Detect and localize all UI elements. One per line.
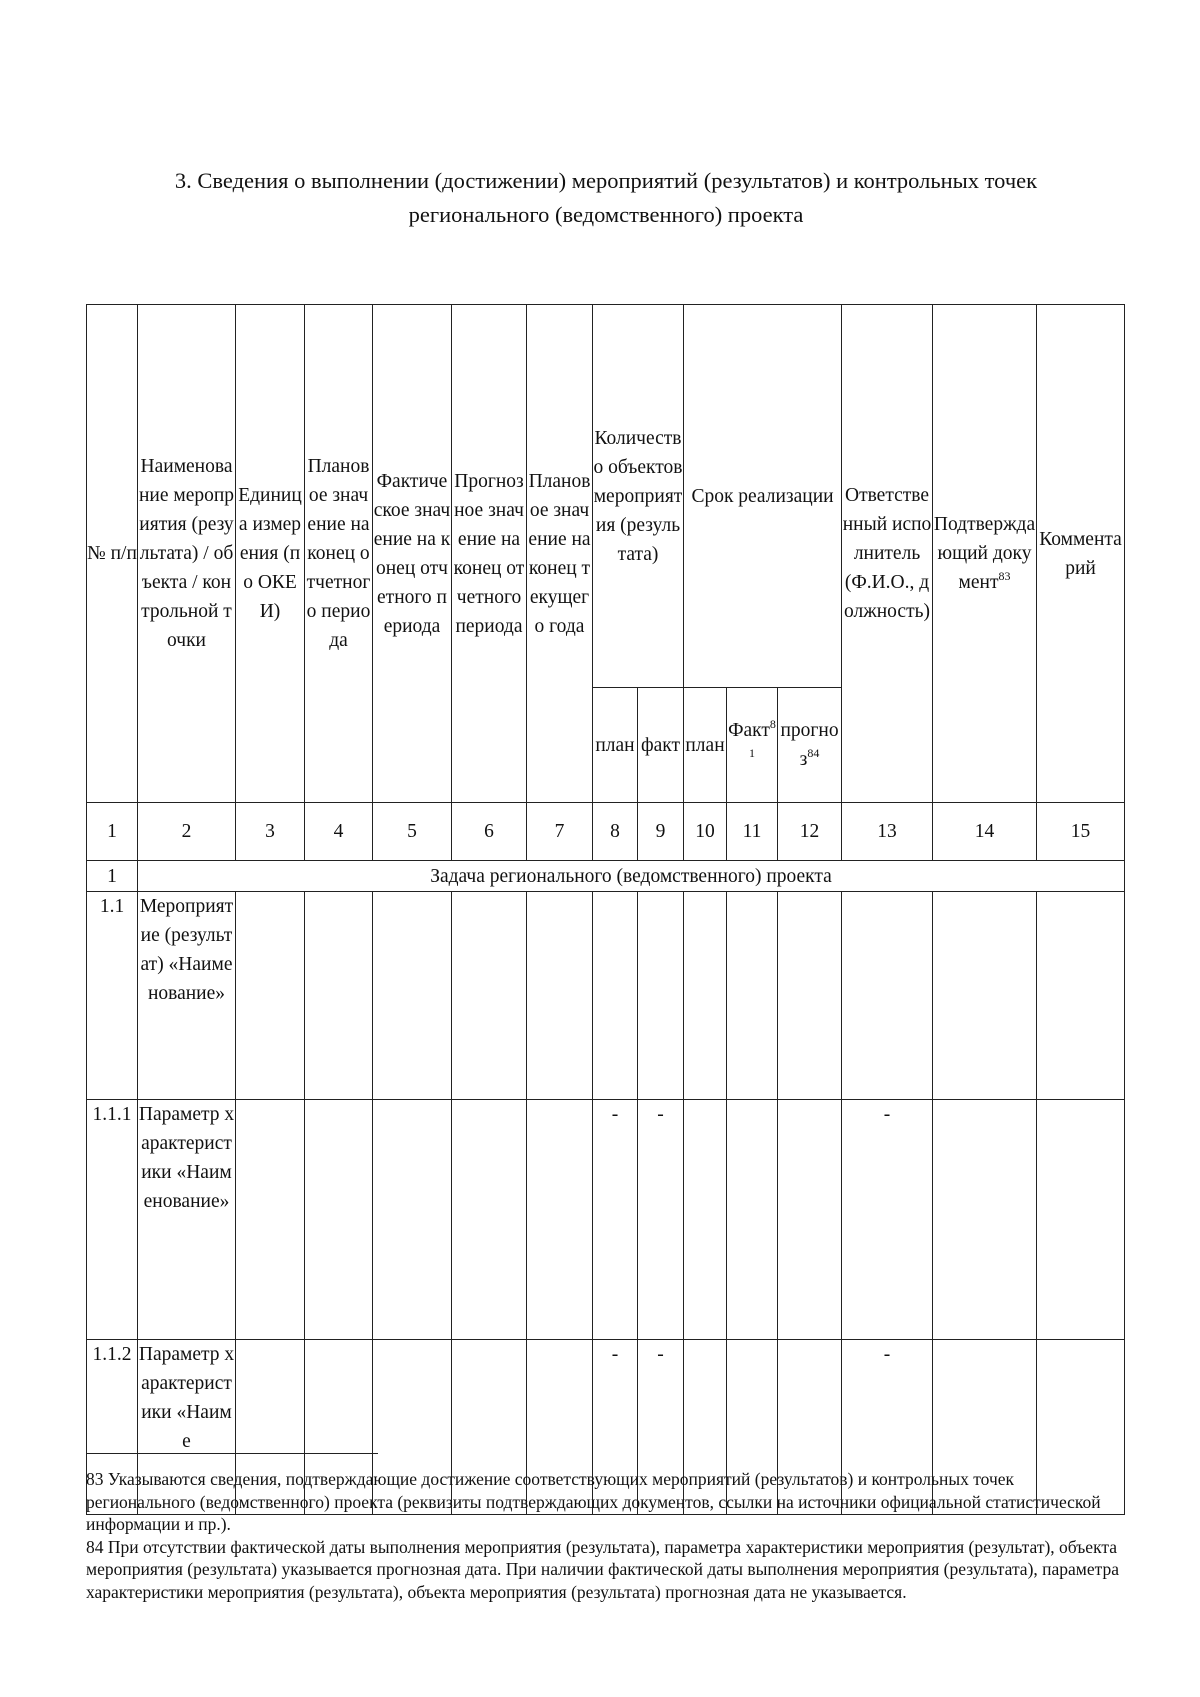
- cell-term-fact: [727, 892, 778, 1100]
- row-name: Параметр характеристики «Наименование»: [138, 1100, 236, 1340]
- cell-term-fact: [727, 1100, 778, 1340]
- cell-count-fact: -: [638, 1100, 684, 1340]
- document-title: [86, 164, 1126, 232]
- header-comment: Комментарий: [1037, 305, 1125, 803]
- column-number: 7: [527, 803, 593, 861]
- header-count-plan: план: [593, 688, 638, 803]
- header-planned: Плановое значение на конец отчетного периода: [305, 305, 373, 803]
- table-row: [87, 892, 1125, 1100]
- column-number: 15: [1037, 803, 1125, 861]
- column-number: 13: [842, 803, 933, 861]
- column-number: 12: [778, 803, 842, 861]
- footnote-84: 84 При отсутствии фактической даты выполнения мероприятия (результата), параметра характеристики мероприятия (результат), объекта мероприятия (результата) указывается прогнозная дата. При наличии фактической даты выполнения мероприятия (результата), параметра характеристики мероприятия (результата), объекта мероприятия (результата) прогнозная дата не указывается.: [86, 1536, 1120, 1602]
- table-row: [87, 1100, 1125, 1340]
- footnotes: [86, 1468, 1126, 1603]
- header-unit: Единица измерения (по ОКЕИ): [236, 305, 305, 803]
- header-count: Количество объектов мероприятия (результата): [593, 305, 684, 688]
- cell-term-plan: [684, 892, 727, 1100]
- column-number: 1: [87, 803, 138, 861]
- cell-comment: [1037, 1100, 1125, 1340]
- column-number: 10: [684, 803, 727, 861]
- cell-term-forecast: [778, 1100, 842, 1340]
- cell-count-plan: -: [593, 1340, 638, 1515]
- footnote-ref-83: 83: [998, 569, 1011, 583]
- task-num: 1: [87, 861, 138, 892]
- cell-actual: [373, 1100, 452, 1340]
- footnote-ref-81: 81: [749, 717, 776, 760]
- cell-count-plan: [593, 892, 638, 1100]
- cell-count-fact: [638, 892, 684, 1100]
- column-number: 3: [236, 803, 305, 861]
- column-number: 11: [727, 803, 778, 861]
- cell-responsible: -: [842, 1100, 933, 1340]
- row-num: 1.1.2: [87, 1340, 138, 1515]
- row-num: 1.1: [87, 892, 138, 1100]
- cell-responsible: [842, 892, 933, 1100]
- cell-document: [933, 1100, 1037, 1340]
- task-row: [87, 861, 1125, 892]
- cell-forecast: [452, 892, 527, 1100]
- cell-count-fact: -: [638, 1340, 684, 1515]
- header-term-fact: Факт$^{81}$: [727, 688, 778, 803]
- cell-planned-year: [527, 1100, 593, 1340]
- row-num: 1.1.1: [87, 1100, 138, 1340]
- cell-document: [933, 892, 1037, 1100]
- cell-responsible: -: [842, 1340, 933, 1515]
- cell-term-plan: [684, 1100, 727, 1340]
- row-name: Параметр характеристики «Наиме: [138, 1340, 236, 1515]
- cell-unit: [236, 892, 305, 1100]
- column-number: 8: [593, 803, 638, 861]
- cell-planned-year: [527, 892, 593, 1100]
- column-number: 9: [638, 803, 684, 861]
- header-document: Подтверждающий документ$^{83}$: [933, 305, 1037, 803]
- header-count-fact: факт: [638, 688, 684, 803]
- header-planned-year: Плановое значение на конец текущего года: [527, 305, 593, 803]
- header-row: [87, 305, 1125, 688]
- header-forecast: Прогнозное значение на конец отчетного периода: [452, 305, 527, 803]
- title-line-1: 3. Сведения о выполнении (достижении) мероприятий (результатов) и контрольных точек: [174, 168, 1038, 193]
- header-num: № п/п: [87, 305, 138, 803]
- header-term-forecast: прогноз$^{84}$: [778, 688, 842, 803]
- cell-forecast: [452, 1100, 527, 1340]
- row-name: Мероприятие (результат) «Наименование»: [138, 892, 236, 1100]
- footnote-83: 83 Указываются сведения, подтверждающие достижение соответствующих мероприятий (результатов) и контрольных точек регионального (ведомственного) проекта (реквизиты подтверждающих документов, ссылки на источники официальной статистической информации и пр.).: [86, 1469, 1101, 1534]
- column-number: 14: [933, 803, 1037, 861]
- cell-count-plan: -: [593, 1100, 638, 1340]
- cell-comment: [1037, 892, 1125, 1100]
- column-number: 2: [138, 803, 236, 861]
- footnote-ref-84: 84: [807, 746, 820, 760]
- task-label: Задача регионального (ведомственного) проекта: [138, 861, 1125, 892]
- cell-planned: [305, 1100, 373, 1340]
- cell-unit: [236, 1100, 305, 1340]
- cell-actual: [373, 892, 452, 1100]
- column-number: 4: [305, 803, 373, 861]
- column-number: 5: [373, 803, 452, 861]
- header-actual: Фактическое значение на конец отчетного периода: [373, 305, 452, 803]
- column-number-row: [87, 803, 1125, 861]
- footnote-separator: [86, 1453, 378, 1454]
- column-number: 6: [452, 803, 527, 861]
- header-term: Срок реализации: [684, 305, 842, 688]
- cell-planned: [305, 892, 373, 1100]
- title-line-2: регионального (ведомственного) проекта: [408, 202, 804, 227]
- cell-term-forecast: [778, 892, 842, 1100]
- results-table: [86, 304, 1125, 1515]
- header-name: Наименование мероприятия (результата) / объекта / контрольной точки: [138, 305, 236, 803]
- header-responsible: Ответственный исполнитель (Ф.И.О., должность): [842, 305, 933, 803]
- header-term-plan: план: [684, 688, 727, 803]
